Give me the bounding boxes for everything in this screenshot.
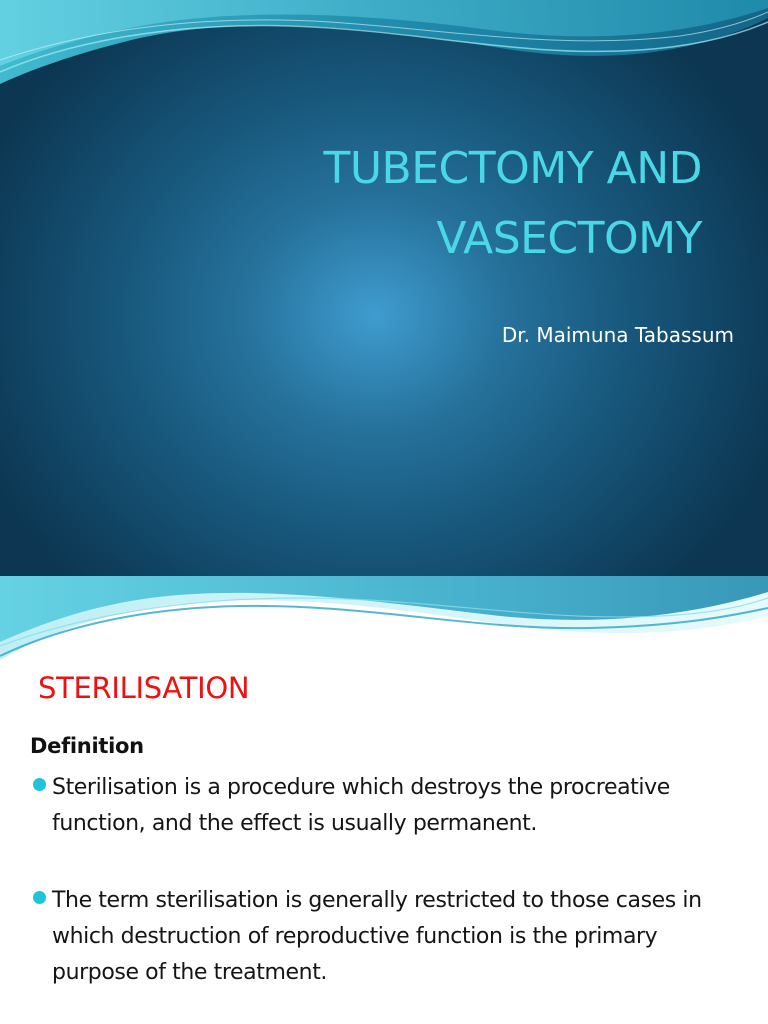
bullet-dot-icon: [33, 891, 46, 904]
bullet-text: The term sterilisation is generally restricted to those cases in which destruction of reproductive function is the primary purpose of the treatment.: [52, 888, 702, 985]
bullet-dot-icon: [33, 778, 46, 791]
wave-decoration: [0, 0, 768, 100]
bullet-item: [52, 770, 732, 842]
bullet-text: Sterilisation is a procedure which destroys the procreative function, and the effect is usually permanent.: [52, 775, 670, 836]
slide-title: TUBECTOMY AND VASECTOMY: [323, 143, 702, 264]
content-slide: [0, 576, 768, 1024]
wave-decoration: [0, 576, 768, 676]
bullet-item: [52, 883, 732, 991]
definition-heading: Definition: [30, 734, 144, 758]
slide-subtitle: Dr. Maimuna Tabassum: [501, 323, 734, 347]
slide-title: STERILISATION: [38, 671, 250, 705]
